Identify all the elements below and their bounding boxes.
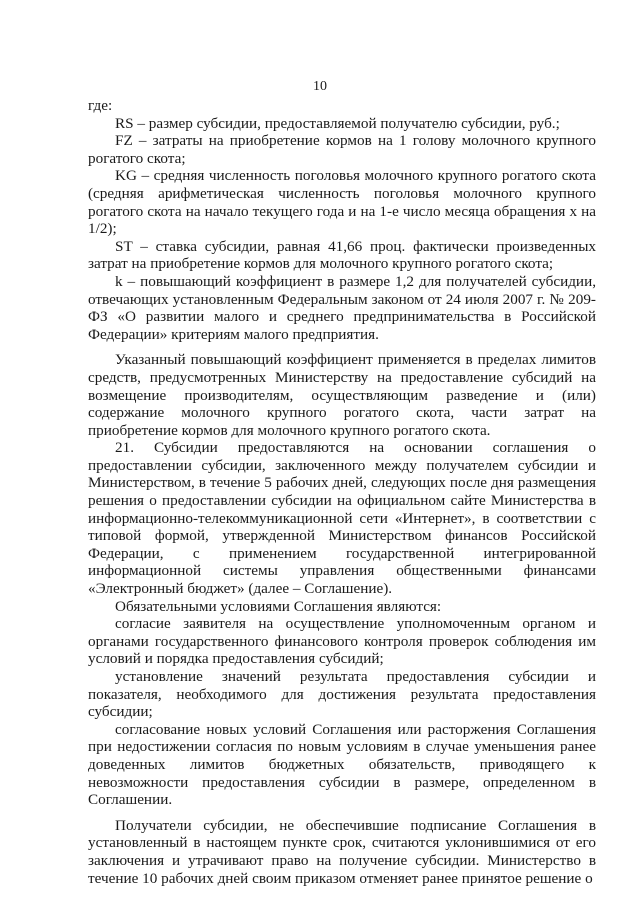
page-number: 10 xyxy=(313,79,327,94)
paragraph-condition-consent: согласие заявителя на осуществление уполномоченным органом и органами государственного финансового контроля проверок соблюдения им условий и порядка предоставления субсидий; xyxy=(88,615,596,668)
paragraph-mandatory-conditions: Обязательными условиями Соглашения являются: xyxy=(115,597,442,615)
paragraph-clause-21: 21. Субсидии предоставляются на основании соглашения о предоставлении субсидии, заключенного между получателем субсидии и Министерством, в течение 5 рабочих дней, следующих после дня размещения решения о предоставлении субсидии на официальном сайте Министерства в информационно-телекоммуникационной сети «Интернет», в соответствии с типовой формой, утвержденной Министерством финансов Российской Федерации, с применением государственной интегрированной информационной системы управления общественными финансами «Электронный бюджет» (далее – Соглашение). xyxy=(88,439,596,598)
paragraph-where: где: xyxy=(88,97,113,114)
paragraph-k-definition: k – повышающий коэффициент в размере 1,2 для получателей субсидии, отвечающих установленным Федеральным законом от 24 июля 2007 г. № 209-ФЗ «О развитии малого и среднего предпринимательства в Российской Федерации» критериям малого предприятия. xyxy=(88,272,596,343)
paragraph-kg-definition: KG – средняя численность поголовья молочного крупного рогатого скота (средняя арифметическая численность поголовья молочного крупного рогатого скота на начало текущего года и на 1-е число месяца обращения х на 1/2); xyxy=(88,167,596,238)
paragraph-fz-definition: FZ – затраты на приобретение кормов на 1 голову молочного крупного рогатого скота; xyxy=(88,132,596,167)
paragraph-st-definition: ST – ставка субсидии, равная 41,66 проц. фактически произведенных затрат на приобретение кормов для молочного крупного рогатого скота; xyxy=(88,237,596,273)
paragraph-condition-results: установление значений результата предоставления субсидии и показателя, необходимого для достижения результата предоставления субсидии; xyxy=(88,668,596,721)
document-body xyxy=(88,97,596,887)
paragraph-coefficient-note: Указанный повышающий коэффициент применяется в пределах лимитов средств, предусмотренных Министерству на предоставление субсидий на возмещение производителям, осуществляющим разведение и (или) содержание молочного крупного рогатого скота, части затрат на приобретение кормов для молочного крупного рогатого скота. xyxy=(88,351,596,439)
paragraph-recipients-evasion: Получатели субсидии, не обеспечившие подписание Соглашения в установленный в настоящем пункте срок, считаются уклонившимися от его заключения и утрачивают право на получение субсидии. Министерство в течение 10 рабочих дней своим приказом отменяет ранее принятое решение о xyxy=(88,816,596,887)
paragraph-rs-definition: RS – размер субсидии, предоставляемой получателю субсидии, руб.; xyxy=(115,114,560,132)
paragraph-condition-new-terms: согласование новых условий Соглашения или расторжения Соглашения при недостижении согласия по новым условиям в случае уменьшения ранее доведенных лимитов бюджетных обязательств, приводящего к невозможности предоставления субсидии в размере, определенном в Соглашении. xyxy=(88,720,596,809)
